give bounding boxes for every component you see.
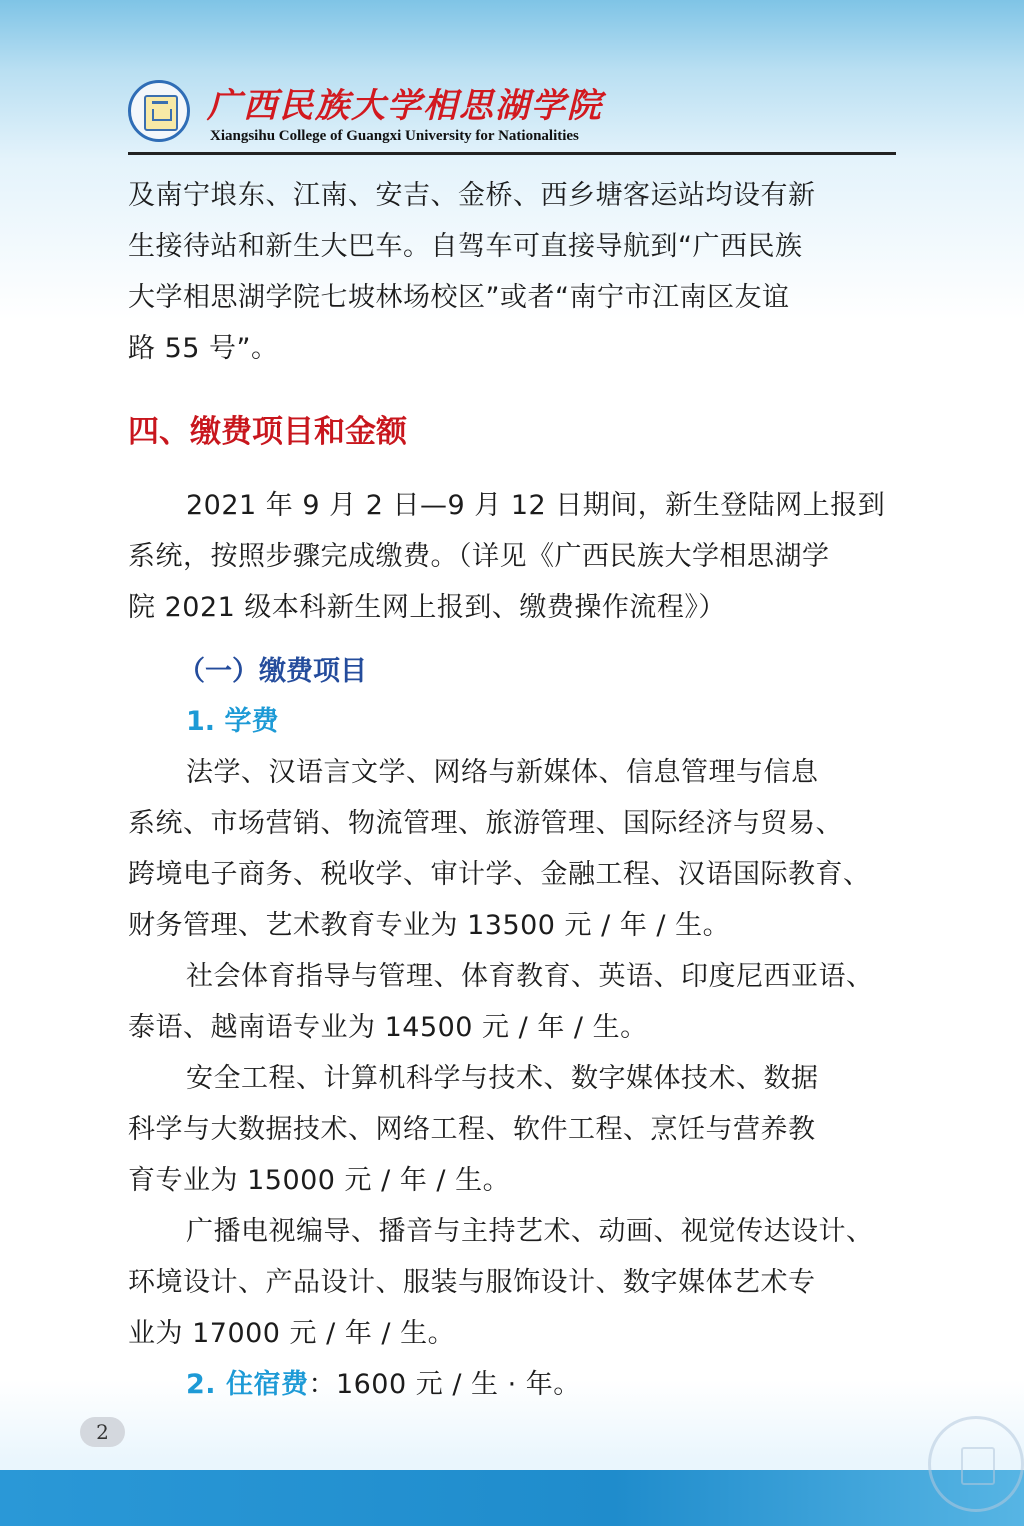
- intro-line: 生接待站和新生大巴车。自驾车可直接导航到“广西民族: [128, 231, 803, 262]
- tuition-line: 科学与大数据技术、网络工程、软件工程、烹饪与营养教: [128, 1114, 816, 1145]
- section-paragraph-line: 系统，按照步骤完成缴费。（详见《广西民族大学相思湖学: [128, 541, 830, 572]
- tuition-line: 安全工程、计算机科学与技术、数字媒体技术、数据: [186, 1063, 819, 1094]
- page-content: [128, 170, 908, 1410]
- intro-line: 路 55 号”。: [128, 333, 279, 364]
- header-divider: [128, 152, 896, 155]
- page-number: 2: [80, 1417, 125, 1447]
- section-paragraph-line: 2021 年 9 月 2 日—9 月 12 日期间，新生登陆网上报到: [186, 490, 886, 521]
- page-header: [0, 0, 1024, 160]
- accommodation-line: [128, 1359, 908, 1410]
- section-title-fees: 四、缴费项目和金额: [128, 414, 407, 450]
- tuition-line: 环境设计、产品设计、服装与服饰设计、数字媒体艺术专: [128, 1267, 816, 1298]
- college-seal-icon: [928, 1416, 1024, 1512]
- tuition-line: 育专业为 15000 元 / 年 / 生。: [128, 1165, 511, 1196]
- tuition-line: 社会体育指导与管理、体育教育、英语、印度尼西亚语、: [186, 961, 874, 992]
- footer-band: [0, 1470, 1024, 1526]
- tuition-line: 业为 17000 元 / 年 / 生。: [128, 1318, 456, 1349]
- college-name-cn: 广西民族大学相思湖学院: [207, 86, 603, 126]
- tuition-line: 法学、汉语言文学、网络与新媒体、信息管理与信息: [186, 757, 819, 788]
- tuition-line: 泰语、越南语专业为 14500 元 / 年 / 生。: [128, 1012, 648, 1043]
- tuition-line: 跨境电子商务、税收学、审计学、金融工程、汉语国际教育、: [128, 859, 871, 890]
- tuition-line: 财务管理、艺术教育专业为 13500 元 / 年 / 生。: [128, 910, 731, 941]
- tuition-heading: 1. 学费: [186, 706, 279, 737]
- college-name-en: Xiangsihu College of Guangxi University for Nationalities: [210, 128, 579, 144]
- section-paragraph-line: 院 2021 级本科新生网上报到、缴费操作流程》）: [128, 592, 726, 623]
- subsection-title-fee-items: （一）缴费项目: [178, 656, 367, 687]
- tuition-line: 系统、市场营销、物流管理、旅游管理、国际经济与贸易、: [128, 808, 843, 839]
- accommodation-heading: 2. 住宿费: [186, 1369, 309, 1400]
- college-logo-icon: [128, 80, 190, 142]
- intro-line: 及南宁埌东、江南、安吉、金桥、西乡塘客运站均设有新: [128, 180, 816, 211]
- accommodation-value: ：1600 元 / 生 · 年。: [308, 1369, 581, 1400]
- intro-line: 大学相思湖学院七坡林场校区”或者“南宁市江南区友谊: [128, 282, 790, 313]
- tuition-line: 广播电视编导、播音与主持艺术、动画、视觉传达设计、: [186, 1216, 874, 1247]
